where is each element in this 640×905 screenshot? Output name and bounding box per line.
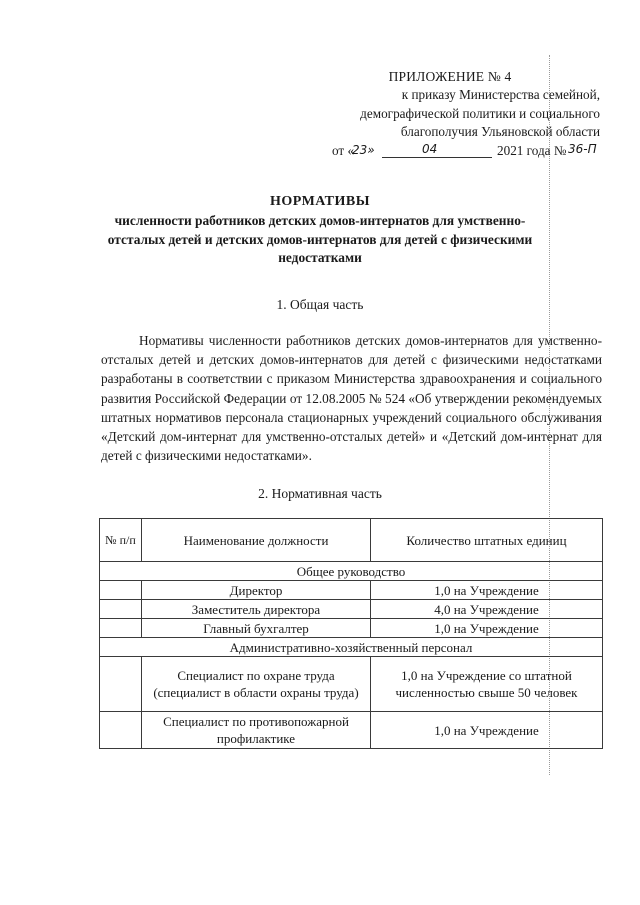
section-1-heading: 1. Общая часть: [276, 297, 364, 312]
table-row: [100, 657, 603, 712]
header-num: № п/п: [100, 519, 142, 562]
row-num: [100, 600, 142, 619]
row-count: 4,0 на Учреждение: [371, 600, 603, 619]
date-month: 04: [422, 142, 438, 157]
order-date-line: [300, 142, 600, 160]
table-row: [100, 600, 603, 619]
table-group-row: [100, 562, 603, 581]
table-row: [100, 619, 603, 638]
header-position: Наименование должности: [142, 519, 371, 562]
appendix-line-1: к приказу Министерства семейной,: [401, 87, 600, 103]
row-count: 1,0 на Учреждение: [371, 712, 603, 749]
section-2-heading: 2. Нормативная часть: [258, 486, 382, 501]
row-count: 1,0 на Учреждение со штатной численностью свыше 50 человек: [371, 657, 603, 712]
norms-table: [99, 518, 603, 749]
row-position: Главный бухгалтер: [142, 619, 371, 638]
header-count: Количество штатных единиц: [371, 519, 603, 562]
row-count: 1,0 на Учреждение: [371, 581, 603, 600]
appendix-line-3: благополучия Ульяновской области: [400, 123, 600, 139]
document-title: [80, 194, 560, 268]
title-heading: НОРМАТИВЫ: [270, 194, 370, 209]
date-prefix: от «: [332, 143, 355, 159]
row-position: Заместитель директора: [142, 600, 371, 619]
group-title: Общее руководство: [100, 562, 603, 581]
title-line-2: отсталых детей и детских домов-интернатов для детей с физическими: [107, 231, 533, 247]
title-line-1: численности работников детских домов-интернатов для умственно-: [114, 213, 526, 228]
date-day: 23»: [352, 143, 375, 158]
table-group-row: [100, 638, 603, 657]
section-1-paragraph: Нормативы численности работников детских домов-интернатов для умственно-отсталых детей и детских домов-интернатов для детей с физическими недостатками разработаны в соответствии с приказом Министерства здравоохранения и социального развития Российской Федерации от 12.08.2005 № 524 «Об утверждении рекомендуемых штатных нормативов персонала стационарных учреждений социального обслуживания «Детский дом-интернат для умственно-отсталых детей» и «Детский дом-интернат для детей с физическими недостатками».: [101, 333, 602, 464]
table-row: [100, 712, 603, 749]
date-year: 2021 года №: [497, 143, 567, 159]
row-num: [100, 712, 142, 749]
row-num: [100, 657, 142, 712]
group-title: Административно-хозяйственный персонал: [100, 638, 603, 657]
row-position: Специалист по противопожарной профилактике: [142, 712, 371, 749]
order-number: 36-П: [568, 142, 597, 157]
table-header-row: [100, 519, 603, 562]
row-count: 1,0 на Учреждение: [371, 619, 603, 638]
row-position: Специалист по охране труда (специалист в области охраны труда): [142, 657, 371, 712]
row-num: [100, 581, 142, 600]
appendix-title: ПРИЛОЖЕНИЕ № 4: [388, 69, 512, 84]
appendix-line-2: демографической политики и социального: [360, 105, 600, 121]
row-num: [100, 619, 142, 638]
appendix-header: [300, 68, 600, 160]
row-position: Директор: [142, 581, 371, 600]
title-line-3: недостатками: [278, 250, 362, 265]
table-row: [100, 581, 603, 600]
